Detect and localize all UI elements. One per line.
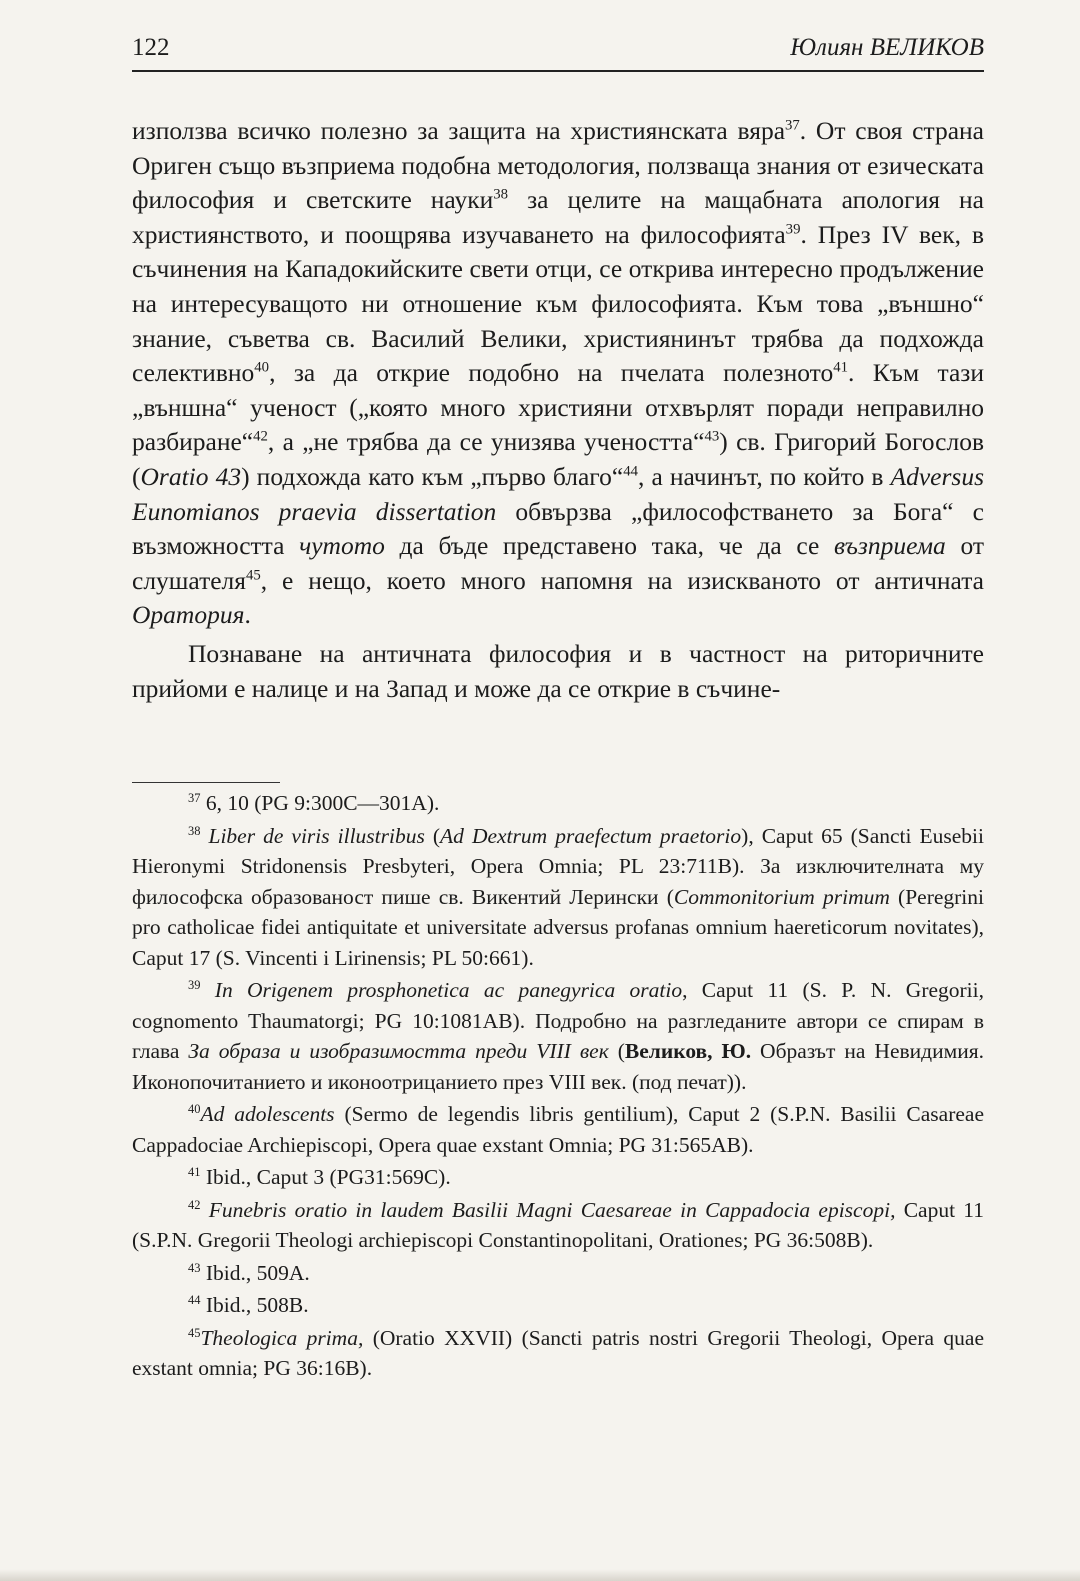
- text-run: .: [244, 600, 251, 630]
- footnote-ref-42: 42: [253, 428, 268, 445]
- text-run: , е нещо, което много напомня на изискваното от античната: [260, 565, 984, 595]
- italic-title: Ad Dextrum praefectum praetorio: [440, 823, 742, 848]
- footnote-ref-45: 45: [246, 567, 261, 584]
- footnote-number: 43: [188, 1260, 201, 1275]
- footnote-number: 38: [188, 823, 201, 838]
- italic-word: възприема: [833, 531, 946, 561]
- text-run: използва всичко полезно за защита на християнската вяра: [132, 116, 786, 145]
- italic-title: Funebris oratio in laudem Basilii Magni Caesareae in Cappadocia episcopi,: [208, 1197, 896, 1222]
- text-run: Ibid., Caput 3 (PG31:569C).: [205, 1165, 451, 1189]
- bold-author: Великов, Ю.: [624, 1039, 752, 1063]
- text-run: (Peregrini pro catholicae fidei antiquitate et universitate adversus profanas omnium haereticorum novitates), Caput 17 (S. Vincenti i Lirinensis; PL 50:661).: [132, 884, 985, 970]
- text-run: Образът на Невидимия. Иконопочитанието и иконоотрицанието през VIII век. (под печат)).: [132, 1039, 984, 1094]
- page-edge-shadow: [0, 1569, 1080, 1581]
- text-run: . От своя страна Ориген също възприема подобна методология, ползваща знания от езическата философия и светските науки: [132, 116, 984, 215]
- footnote-ref-39: 39: [785, 221, 801, 238]
- text-run: ), Caput 65 (Sancti Eusebii Hieronymi Stridonensis Presbyteri, Opera Omnia; PL 23:711B). За изключителната му философска образованост пише св. Викентий Лерински (: [132, 823, 984, 909]
- text-run: , за да открие подобно на пчелата полезното: [269, 358, 834, 388]
- footnote-42: [132, 1195, 984, 1256]
- footnote-38: [132, 821, 984, 974]
- main-text: [132, 114, 984, 706]
- footnote-ref-40: 40: [254, 359, 270, 376]
- footnote-39: [132, 975, 984, 1097]
- italic-title: Liber de viris illustribus: [208, 823, 425, 848]
- text-run: 6, 10 (PG 9:300C—301A).: [205, 791, 440, 815]
- text-run: от слушателя: [132, 531, 984, 595]
- paragraph-1: [132, 114, 984, 633]
- text-run: , а начинът, по който в: [637, 461, 891, 491]
- running-head: Юлиян ВЕЛИКОВ: [790, 34, 984, 61]
- italic-title: Adversus Eunomianos praevia dissertation: [132, 461, 985, 526]
- footnote-40: [132, 1099, 984, 1160]
- text-run: ) св. Григорий Богослов (: [132, 427, 984, 491]
- text-run: обвързва „философстването за Бога“ с възможността: [132, 496, 984, 561]
- text-run: Caput 11 (S.P.N. Gregorii Theologi archiepiscopi Constantinopolitani, Orationes; PG 36:508B).: [132, 1197, 985, 1252]
- footnote-ref-41: 41: [833, 359, 849, 376]
- footnote-number: 39: [188, 977, 201, 992]
- text-run: (Oratio XXVII) (Sancti patris nostri Gregorii Theologi, Opera quae exstant omnia; PG 36:16B).: [132, 1325, 984, 1380]
- footnote-ref-44: 44: [623, 463, 638, 480]
- italic-word: чутото: [299, 531, 385, 561]
- text-run: за целите на мащабната апология на християнството, и поощрява изучаването на философията: [132, 185, 984, 249]
- footnote-45: [132, 1323, 984, 1384]
- footnote-ref-43: 43: [704, 428, 720, 445]
- footnote-44: [132, 1290, 984, 1321]
- page-number: 122: [132, 34, 170, 61]
- footnote-number: 44: [188, 1292, 201, 1307]
- footnote-43: [132, 1258, 984, 1289]
- footnote-ref-37: 37: [785, 117, 800, 134]
- footnote-37: [132, 788, 984, 819]
- italic-title: In Origenem prosphonetica ac panegyrica oratio: [214, 978, 683, 1002]
- text-run: (: [424, 823, 441, 848]
- italic-title: Commonitorium primum: [673, 884, 890, 909]
- footnote-number: 42: [188, 1197, 201, 1212]
- italic-title: Ad adolescents: [200, 1102, 335, 1126]
- footnote-divider: [132, 782, 280, 783]
- footnote-number: 37: [188, 790, 201, 805]
- footnotes: [132, 788, 984, 1386]
- footnote-ref-38: 38: [493, 186, 509, 203]
- text-run: . През IV век, в съчинения на Кападокийските свети отци, се открива интересно продължение на интересуващото ни отношение към философията. Към това „външно“ знание, съветва св. Василий Велики, християнинът трябва да подхожда селективно: [132, 219, 985, 388]
- paragraph-2: Познаване на античната философия и в частност на риторичните прийоми е налице и на Запад и може да се открие в съчине-: [132, 638, 984, 703]
- footnote-number: 41: [188, 1164, 201, 1179]
- italic-title: Theologica prima,: [200, 1325, 364, 1350]
- page-header: [132, 30, 984, 72]
- italic-title: Oratio 43: [140, 461, 242, 491]
- text-run: Ibid., 509A.: [205, 1260, 310, 1285]
- italic-title: За образа и изобразимостта преди VIII век: [188, 1039, 609, 1063]
- footnote-number: 40: [188, 1101, 201, 1116]
- text-run: (Sermo de legendis libris gentilium), Caput 2 (S.P.N. Basilii Casareae Cappadociae Archiepiscopi, Opera quae exstant Omnia; PG 31:565AB).: [132, 1102, 984, 1157]
- text-run: да бъде представено така, че да се: [384, 531, 834, 561]
- text-run: Ibid., 508B.: [205, 1293, 309, 1317]
- text-run: ) подхожда като към „първо благо“: [241, 461, 624, 491]
- text-run: . Към тази „външна“ ученост („която много християни отхвърлят поради неправилно разбиране“: [132, 358, 984, 457]
- footnote-number: 45: [188, 1325, 201, 1340]
- text-run: , а „не трябва да се унизява учеността“: [267, 427, 705, 457]
- footnote-41: [132, 1162, 984, 1193]
- text-run: (: [608, 1039, 625, 1063]
- italic-word: Оратория: [132, 600, 245, 630]
- text-run: , Caput 11 (S. P. N. Gregorii, cognomento Thaumatorgi; PG 10:1081AB). Подробно на разгледаните автори се спирам в глава: [132, 978, 985, 1063]
